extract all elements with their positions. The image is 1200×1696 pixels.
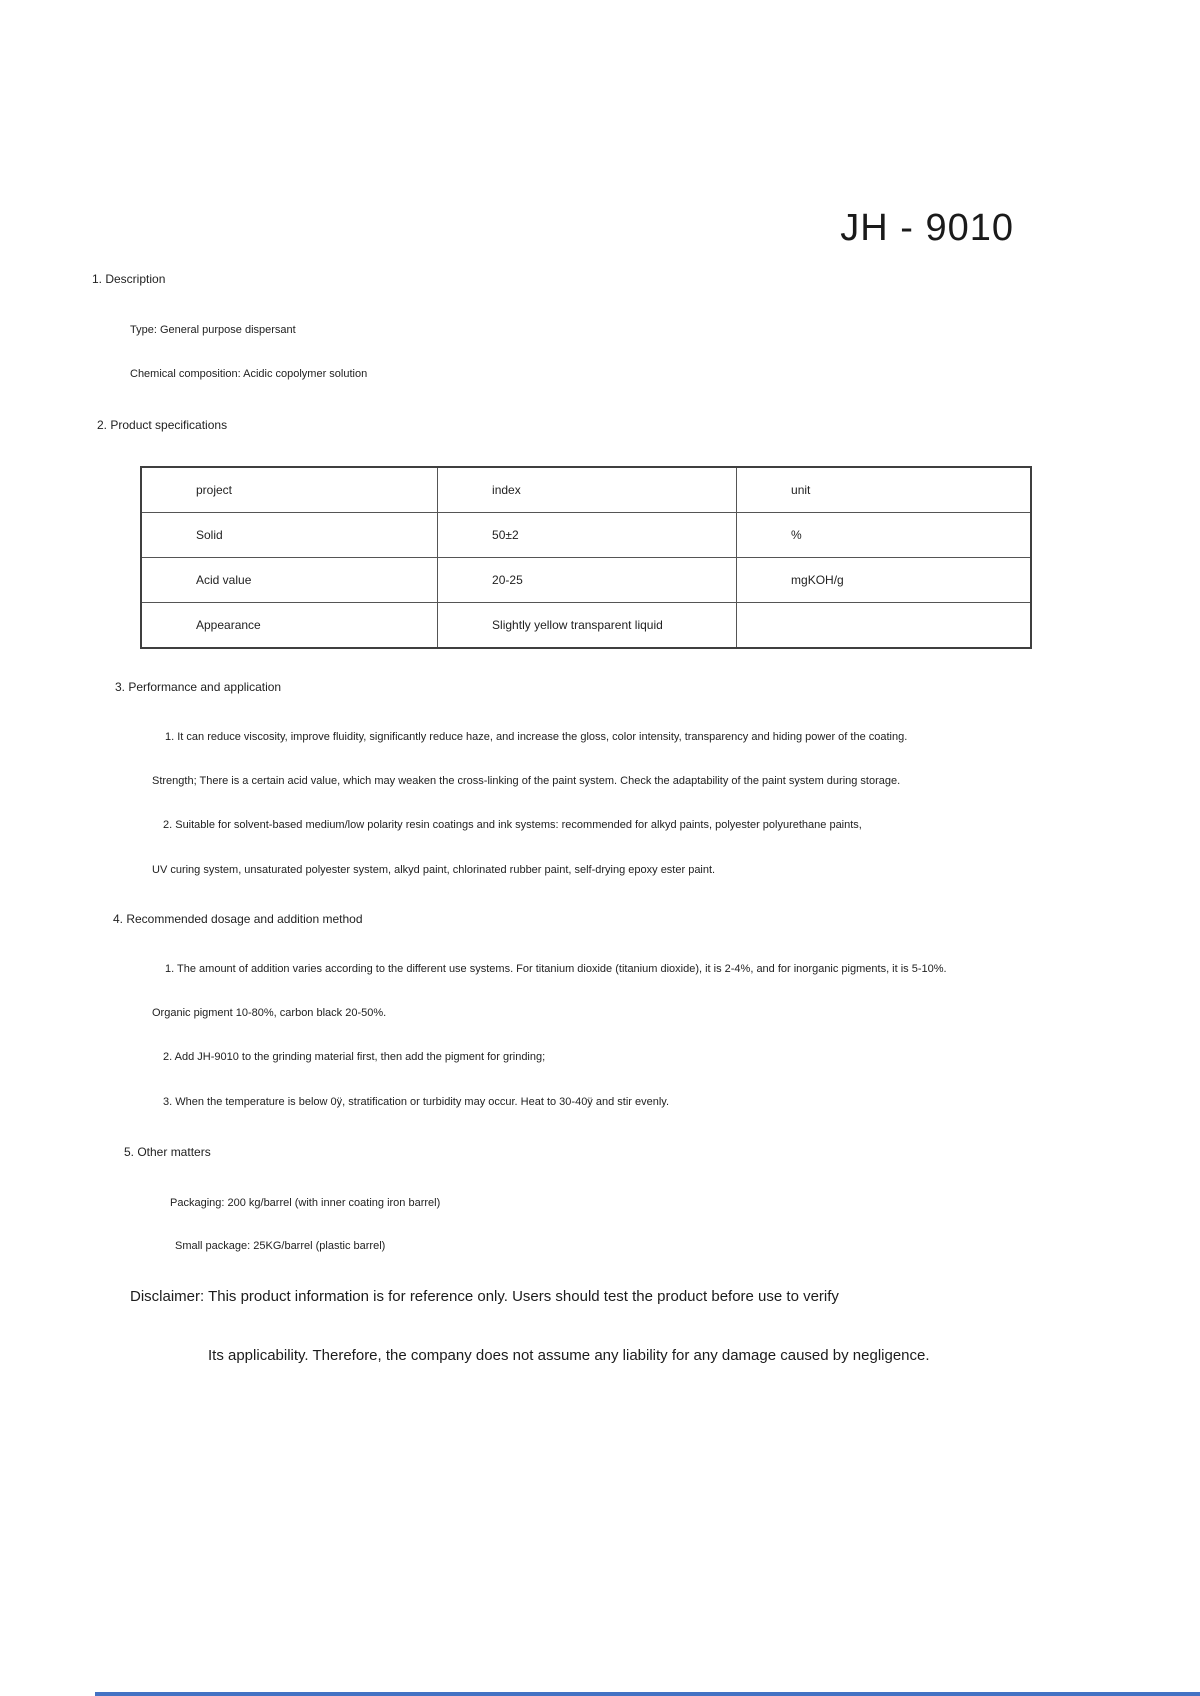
table-header-cell: index — [438, 467, 737, 513]
paragraph: UV curing system, unsaturated polyester system, alkyd paint, chlorinated rubber paint, self-drying epoxy ester paint. — [152, 864, 716, 876]
table-cell — [737, 603, 1031, 649]
paragraph: Organic pigment 10-80%, carbon black 20-50%. — [152, 1007, 387, 1019]
composition-line: Chemical composition: Acidic copolymer solution — [130, 368, 368, 380]
small-package-line: Small package: 25KG/barrel (plastic barrel) — [175, 1240, 386, 1252]
paragraph: 1. The amount of addition varies according to the different use systems. For titanium dioxide (titanium dioxide), it is 2-4%, and for inorganic pigments, it is 5-10%. — [165, 963, 947, 975]
table-header-row — [141, 467, 1031, 513]
paragraph: 2. Add JH-9010 to the grinding material first, then add the pigment for grinding; — [163, 1051, 546, 1063]
table-cell: Solid — [141, 513, 438, 558]
paragraph: 1. It can reduce viscosity, improve fluidity, significantly reduce haze, and increase the gloss, color intensity, transparency and hiding power of the coating. — [165, 731, 908, 743]
table-row — [141, 558, 1031, 603]
table-row — [141, 513, 1031, 558]
packaging-line: Packaging: 200 kg/barrel (with inner coating iron barrel) — [170, 1197, 441, 1209]
product-title: JH - 9010 — [840, 207, 1014, 249]
table-cell: Appearance — [141, 603, 438, 649]
section-1-heading: 1. Description — [92, 272, 166, 286]
table-row — [141, 603, 1031, 649]
table-cell: 50±2 — [438, 513, 737, 558]
paragraph: 3. When the temperature is below 0ÿ, stratification or turbidity may occur. Heat to 30-40ÿ and stir evenly. — [163, 1096, 670, 1108]
table-cell: mgKOH/g — [737, 558, 1031, 603]
section-3-heading: 3. Performance and application — [115, 680, 282, 694]
table-cell: 20-25 — [438, 558, 737, 603]
section-4-heading: 4. Recommended dosage and addition method — [113, 912, 363, 926]
disclaimer-line-2: Its applicability. Therefore, the company does not assume any liability for any damage caused by negligence. — [208, 1347, 930, 1364]
table-cell: % — [737, 513, 1031, 558]
table-header-cell: project — [141, 467, 438, 513]
paragraph: Strength; There is a certain acid value, which may weaken the cross-linking of the paint system. Check the adaptability of the paint system during storage. — [152, 775, 901, 787]
disclaimer-line-1: Disclaimer: This product information is for reference only. Users should test the product before use to verify — [130, 1288, 839, 1305]
table-cell: Acid value — [141, 558, 438, 603]
section-2-heading: 2. Product specifications — [97, 418, 228, 432]
footer-accent-bar — [95, 1692, 1200, 1696]
section-5-heading: 5. Other matters — [124, 1145, 211, 1159]
table-cell: Slightly yellow transparent liquid — [438, 603, 737, 649]
table-header-cell: unit — [737, 467, 1031, 513]
paragraph: 2. Suitable for solvent-based medium/low polarity resin coatings and ink systems: recommended for alkyd paints, polyester polyurethane paints, — [163, 819, 862, 831]
spec-table — [140, 466, 1032, 649]
type-line: Type: General purpose dispersant — [130, 324, 296, 336]
